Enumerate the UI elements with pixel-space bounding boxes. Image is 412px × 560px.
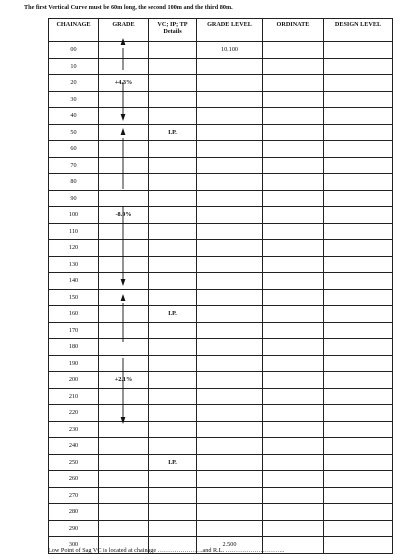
table-row — [49, 421, 393, 438]
design-level-cell[interactable] — [324, 322, 393, 339]
table-row — [49, 157, 393, 174]
design-level-cell[interactable] — [324, 91, 393, 108]
vc-details-cell — [149, 75, 197, 92]
grade-cell: -8.9% — [99, 207, 149, 224]
ordinate-cell[interactable] — [263, 273, 324, 290]
design-level-cell[interactable] — [324, 141, 393, 158]
design-level-cell[interactable] — [324, 421, 393, 438]
design-level-cell[interactable] — [324, 454, 393, 471]
chainage-cell: 200 — [49, 372, 99, 389]
ordinate-cell[interactable] — [263, 223, 324, 240]
header-ordinate: ORDINATE — [263, 19, 324, 42]
table-header — [49, 19, 393, 42]
design-level-cell[interactable] — [324, 58, 393, 75]
vc-details-cell — [149, 174, 197, 191]
vc-details-cell — [149, 190, 197, 207]
grade-cell — [99, 157, 149, 174]
table-row — [49, 174, 393, 191]
ordinate-cell[interactable] — [263, 207, 324, 224]
table-row — [49, 207, 393, 224]
chainage-cell: 280 — [49, 504, 99, 521]
instruction-text: The first Vertical Curve must be 60m long, the second 100m and the third 80m. — [24, 4, 233, 11]
header-chainage: CHAINAGE — [49, 19, 99, 42]
chainage-cell: 70 — [49, 157, 99, 174]
chainage-cell: 30 — [49, 91, 99, 108]
vc-details-cell — [149, 141, 197, 158]
header-vc-sub-label: Details — [163, 28, 182, 35]
table-row — [49, 520, 393, 537]
chainage-cell: 110 — [49, 223, 99, 240]
chainage-cell: 270 — [49, 487, 99, 504]
design-level-cell[interactable] — [324, 273, 393, 290]
grade-level-cell — [197, 372, 263, 389]
header-design-level: DESIGN LEVEL — [324, 19, 393, 42]
vc-details-cell — [149, 372, 197, 389]
table-row — [49, 124, 393, 141]
table-row — [49, 306, 393, 323]
ordinate-cell[interactable] — [263, 174, 324, 191]
ordinate-cell[interactable] — [263, 405, 324, 422]
chainage-cell: 260 — [49, 471, 99, 488]
grade-level-cell — [197, 471, 263, 488]
table-row — [49, 91, 393, 108]
ordinate-cell[interactable] — [263, 91, 324, 108]
grade-level-cell: 10.100 — [197, 42, 263, 59]
grade-cell — [99, 520, 149, 537]
grade-level-cell — [197, 421, 263, 438]
grade-level-cell — [197, 75, 263, 92]
ordinate-cell[interactable] — [263, 454, 324, 471]
table-row — [49, 190, 393, 207]
grade-level-cell — [197, 306, 263, 323]
design-level-cell[interactable] — [324, 438, 393, 455]
vc-details-cell — [149, 339, 197, 356]
design-level-cell[interactable] — [324, 487, 393, 504]
grade-cell — [99, 388, 149, 405]
vc-details-cell — [149, 157, 197, 174]
design-level-cell[interactable] — [324, 190, 393, 207]
chainage-cell: 10 — [49, 58, 99, 75]
grade-cell — [99, 471, 149, 488]
chainage-cell: 150 — [49, 289, 99, 306]
grade-cell — [99, 438, 149, 455]
grade-level-cell: 2.500 — [197, 537, 263, 554]
table-row — [49, 487, 393, 504]
ordinate-cell[interactable] — [263, 322, 324, 339]
table-row — [49, 75, 393, 92]
grade-level-cell — [197, 223, 263, 240]
grade-cell — [99, 223, 149, 240]
chainage-cell: 00 — [49, 42, 99, 59]
grade-cell — [99, 289, 149, 306]
chainage-cell: 290 — [49, 520, 99, 537]
vc-details-cell — [149, 207, 197, 224]
grade-cell — [99, 108, 149, 125]
table-row — [49, 471, 393, 488]
table-row — [49, 405, 393, 422]
vc-details-cell — [149, 42, 197, 59]
chainage-cell: 40 — [49, 108, 99, 125]
chainage-cell: 100 — [49, 207, 99, 224]
design-level-cell[interactable] — [324, 520, 393, 537]
vc-details-cell — [149, 520, 197, 537]
chainage-cell: 80 — [49, 174, 99, 191]
grade-cell — [99, 405, 149, 422]
ordinate-cell[interactable] — [263, 256, 324, 273]
header-grade: GRADE — [99, 19, 149, 42]
grade-level-cell — [197, 256, 263, 273]
grade-level-cell — [197, 289, 263, 306]
design-level-cell[interactable] — [324, 471, 393, 488]
design-level-cell[interactable] — [324, 355, 393, 372]
vc-details-cell — [149, 438, 197, 455]
table-row — [49, 273, 393, 290]
vc-details-cell — [149, 240, 197, 257]
grade-cell — [99, 355, 149, 372]
ordinate-cell[interactable] — [263, 520, 324, 537]
table-row — [49, 372, 393, 389]
vc-details-cell — [149, 504, 197, 521]
design-level-cell[interactable] — [324, 75, 393, 92]
vertical-curve-table — [48, 18, 393, 554]
grade-level-cell — [197, 355, 263, 372]
ordinate-cell[interactable] — [263, 504, 324, 521]
table-row — [49, 223, 393, 240]
vc-details-cell — [149, 471, 197, 488]
ordinate-cell[interactable] — [263, 157, 324, 174]
ordinate-cell[interactable] — [263, 75, 324, 92]
grade-cell — [99, 273, 149, 290]
vc-details-cell — [149, 421, 197, 438]
chainage-cell: 90 — [49, 190, 99, 207]
ordinate-cell[interactable] — [263, 141, 324, 158]
grade-level-cell — [197, 438, 263, 455]
design-level-cell[interactable] — [324, 42, 393, 59]
table-row — [49, 240, 393, 257]
design-level-cell[interactable] — [324, 372, 393, 389]
header-grade-level: GRADE LEVEL — [197, 19, 263, 42]
grade-level-cell — [197, 108, 263, 125]
ordinate-cell[interactable] — [263, 339, 324, 356]
table-row — [49, 504, 393, 521]
chainage-cell: 50 — [49, 124, 99, 141]
grade-cell — [99, 240, 149, 257]
grade-level-cell — [197, 388, 263, 405]
ordinate-cell[interactable] — [263, 372, 324, 389]
chainage-cell: 240 — [49, 438, 99, 455]
chainage-cell: 20 — [49, 75, 99, 92]
vc-details-cell — [149, 273, 197, 290]
vc-details-cell — [149, 256, 197, 273]
grade-level-cell — [197, 91, 263, 108]
header-vc-label: VC; IP; TP — [157, 21, 188, 28]
grade-cell — [99, 454, 149, 471]
vc-details-cell: I.P. — [149, 306, 197, 323]
ordinate-cell[interactable] — [263, 471, 324, 488]
chainage-cell: 60 — [49, 141, 99, 158]
grade-level-cell — [197, 58, 263, 75]
ordinate-cell[interactable] — [263, 42, 324, 59]
grade-cell — [99, 190, 149, 207]
vc-details-cell: I.P. — [149, 454, 197, 471]
grade-cell — [99, 504, 149, 521]
vc-details-cell — [149, 58, 197, 75]
grade-level-cell — [197, 322, 263, 339]
grade-level-cell — [197, 520, 263, 537]
footer-question: Low Point of Sag VC is located at chainage ………………….and R.L. ……………………….. — [48, 547, 285, 554]
chainage-cell: 210 — [49, 388, 99, 405]
design-level-cell[interactable] — [324, 124, 393, 141]
grade-level-cell — [197, 190, 263, 207]
grade-cell — [99, 339, 149, 356]
ordinate-cell[interactable] — [263, 289, 324, 306]
grade-level-cell — [197, 487, 263, 504]
table-row — [49, 108, 393, 125]
grade-cell — [99, 91, 149, 108]
grade-cell — [99, 322, 149, 339]
grade-level-cell — [197, 240, 263, 257]
grade-level-cell — [197, 504, 263, 521]
table-row — [49, 141, 393, 158]
grade-cell — [99, 306, 149, 323]
chainage-cell: 250 — [49, 454, 99, 471]
design-level-cell[interactable] — [324, 108, 393, 125]
grade-level-cell — [197, 124, 263, 141]
grade-cell — [99, 42, 149, 59]
design-level-cell[interactable] — [324, 240, 393, 257]
design-level-cell[interactable] — [324, 306, 393, 323]
table-row — [49, 42, 393, 59]
design-level-cell[interactable] — [324, 388, 393, 405]
table-row — [49, 355, 393, 372]
grade-level-cell — [197, 339, 263, 356]
chainage-cell: 220 — [49, 405, 99, 422]
design-level-cell[interactable] — [324, 537, 393, 554]
design-level-cell[interactable] — [324, 405, 393, 422]
chainage-cell: 180 — [49, 339, 99, 356]
design-level-cell[interactable] — [324, 223, 393, 240]
grade-cell — [99, 141, 149, 158]
chainage-cell: 130 — [49, 256, 99, 273]
chainage-cell: 140 — [49, 273, 99, 290]
vc-details-cell — [149, 355, 197, 372]
table-row — [49, 289, 393, 306]
vc-details-cell — [149, 388, 197, 405]
table-row — [49, 454, 393, 471]
table-row — [49, 58, 393, 75]
design-level-cell[interactable] — [324, 256, 393, 273]
grade-level-cell — [197, 157, 263, 174]
design-level-cell[interactable] — [324, 504, 393, 521]
vc-details-cell — [149, 91, 197, 108]
ordinate-cell[interactable] — [263, 108, 324, 125]
table-body — [49, 42, 393, 554]
ordinate-cell[interactable] — [263, 438, 324, 455]
ordinate-cell[interactable] — [263, 388, 324, 405]
table-row — [49, 339, 393, 356]
ordinate-cell[interactable] — [263, 355, 324, 372]
chainage-cell: 230 — [49, 421, 99, 438]
vc-details-cell — [149, 289, 197, 306]
table-row — [49, 322, 393, 339]
design-level-cell[interactable] — [324, 174, 393, 191]
vc-details-cell — [149, 405, 197, 422]
ordinate-cell[interactable] — [263, 58, 324, 75]
vc-details-cell: I.P. — [149, 124, 197, 141]
design-level-cell[interactable] — [324, 339, 393, 356]
ordinate-cell[interactable] — [263, 124, 324, 141]
header-vc-details — [149, 19, 197, 42]
grade-level-cell — [197, 405, 263, 422]
ordinate-cell[interactable] — [263, 190, 324, 207]
grade-cell — [99, 256, 149, 273]
design-level-cell[interactable] — [324, 289, 393, 306]
chainage-cell: 300 — [49, 537, 99, 554]
chainage-cell: 190 — [49, 355, 99, 372]
design-level-cell[interactable] — [324, 207, 393, 224]
grade-cell: +4.3% — [99, 75, 149, 92]
vc-details-cell — [149, 487, 197, 504]
grade-cell — [99, 58, 149, 75]
design-level-cell[interactable] — [324, 157, 393, 174]
ordinate-cell[interactable] — [263, 487, 324, 504]
grade-cell — [99, 174, 149, 191]
grade-level-cell — [197, 141, 263, 158]
grade-cell — [99, 421, 149, 438]
vc-details-cell — [149, 322, 197, 339]
table-row — [49, 438, 393, 455]
grade-cell — [99, 124, 149, 141]
table-row — [49, 388, 393, 405]
ordinate-cell[interactable] — [263, 240, 324, 257]
vc-details-cell — [149, 108, 197, 125]
chainage-cell: 170 — [49, 322, 99, 339]
chainage-cell: 160 — [49, 306, 99, 323]
grade-level-cell — [197, 273, 263, 290]
ordinate-cell[interactable] — [263, 306, 324, 323]
grade-level-cell — [197, 174, 263, 191]
table-row — [49, 256, 393, 273]
grade-cell — [99, 487, 149, 504]
ordinate-cell[interactable] — [263, 421, 324, 438]
vc-details-cell — [149, 223, 197, 240]
grade-cell: +2.1% — [99, 372, 149, 389]
chainage-cell: 120 — [49, 240, 99, 257]
grade-level-cell — [197, 207, 263, 224]
grade-level-cell — [197, 454, 263, 471]
